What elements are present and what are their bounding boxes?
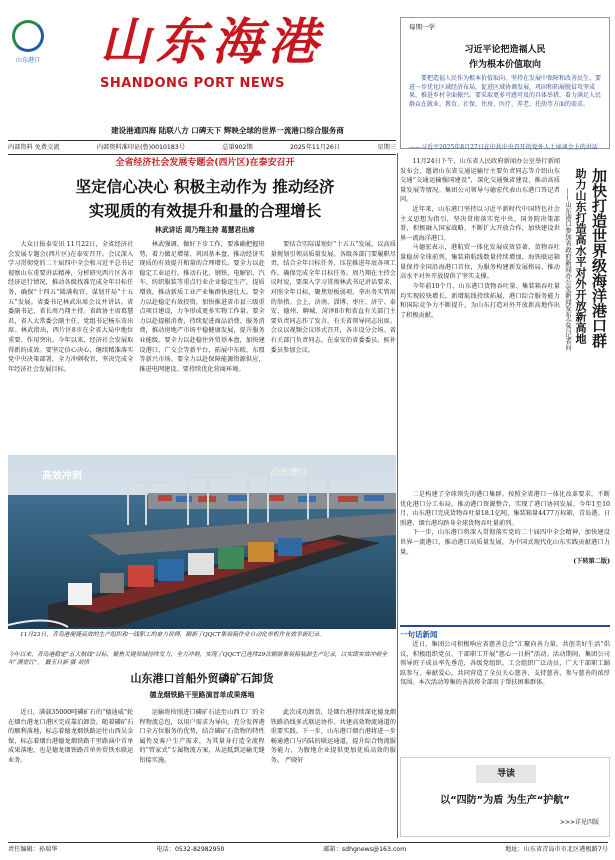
port-photo xyxy=(8,455,396,629)
sub-col-1: 近日，满载35000吨磷矿石的“德迪威”轮在烟台港龙口港区完成靠泊卸货。随着磷矿石的顺利落地，标志着德龙烟铁路运往山西吴金保，标志着烟台港德龙烟铁路干里路演中首单成果落地，也是德龙烟铁路首单外贸铁水联运业务。 xyxy=(8,709,134,765)
lead-col-3: 要结合实际谋划好“十五五”发展，以高质量规划引领高质量发展。各级各部门要履职尽责，结合全年目标任务，压茬推进年底各项工作，确保完成全年目标任务。周乃翔在主持会议时说，要深入学习贯彻林武书记讲话要求，对照全年目标，聚焦短板弱项，拿出务实管用的举措。会上，济南、淄博、枣庄、济宁、泰安、德州、聊城、菏泽8市和省直有关部门主要负责同志作了发言。有关省领导同志出席。会议以视频会议形式召开，各市设分会场。省有关部门负责同志，在泰安的省委委员、候补委员参加会议。 xyxy=(270,241,396,354)
slogan: 建设港通四海 陆联八方 口碑天下 辉映全球的世界一流港口综合服务商 xyxy=(111,126,344,135)
weekly-source: ——习近平2025年8月27日在中共中央召开的党外人士座谈会上的讲话 xyxy=(409,144,598,151)
sub-headline: 山东港口首船外贸磷矿石卸货 xyxy=(130,672,274,685)
logo-icon xyxy=(12,20,44,52)
issue-reg: 内部资料准印证(鲁)0010183号 xyxy=(96,144,185,151)
issue-weekday: 星期三 xyxy=(377,144,396,151)
feature-vertical-title xyxy=(560,168,610,488)
weekly-tag: 每期一学 xyxy=(409,23,435,31)
sub-col-3: 此次成功卸货，是烟台港持续深化德龙烟铁路沿线多式联运协作、共建高效物流通道的重要实践。下一步，山东港口烟台港将进一步畅通港口与内陆的联运通道，提升综合物流服务能力，为腹地企业提供更加优质高效的服务。 严晓轩 xyxy=(270,709,396,765)
sub-col-2: 运输将按照进口磷矿石运至山西工厂的全程物流总包，以用户需求为导向，充分发挥港口全方位服务的优势，结合磷矿石货物的特性属性及客户生产需求，为其量身打造全流程的“管家式”专属物流方案，从运抵到运输无缝衔接实施。 xyxy=(139,709,265,765)
issue-date: 2025年11月26日 xyxy=(290,144,341,151)
feature-para: 二是构建了全球领先的港口集群。按照全省港口一体化改革要求，不断优化港口分工布局，推动港口资源整合，实现了港口协同发展。今年1至10月，山东港口完成货物吞吐量18.1亿吨，集装箱量4477万标箱，青岛港、日照港、烟台港均跻身全球货物吞吐量前列。 xyxy=(400,491,610,527)
lead-headline-line1: 坚定信心决心 积极主动作为 推动经济 xyxy=(75,178,335,196)
weekly-title-line1: 习近平论把造福人民 xyxy=(464,45,546,55)
feature-para: 今年前10个月，山东港口货物吞吐量、集装箱吞吐量均实现较快增长，新增航线持续拓展，港口综合服务能力和国际竞争力不断提升，为山东打造对外开放新高地作出了积极贡献。 xyxy=(400,282,560,319)
feature-para: 马德宏表示，港航贸一体化发展成效显著，货物吞吐量稳居全球前列，集装箱航线数量持续增加，海铁联运箱量保持全国沿海港口首位，为服务构建新发展格局、推动高水平对外开放提供了坚实支撑。 xyxy=(400,244,560,281)
lead-body xyxy=(8,240,396,375)
logo xyxy=(8,18,48,76)
lead-headline xyxy=(20,175,390,223)
photo-caption: 11月23日，青岛港便捷高效的生产组织和一线职工的奋力拼搏，刷新了QQCT集装箱作业自动化单机作业效率新纪录。 xyxy=(20,632,326,638)
guide-more-link[interactable]: >>>详见四版 xyxy=(559,819,599,826)
masthead-title: 山东海港 xyxy=(100,12,324,71)
feature-title: 加快打造世界级海洋港口群 xyxy=(590,168,608,348)
guide-box xyxy=(400,757,610,837)
column-divider xyxy=(397,153,398,838)
masthead-title-en: SHANDONG PORT NEWS xyxy=(100,76,285,91)
weekly-title xyxy=(401,43,609,74)
footer-address: 地址：山东省青岛市市北区港极路7号 xyxy=(505,846,608,853)
lead-byline: 林武讲话 周乃翔主持 葛慧君出席 xyxy=(155,226,255,234)
footer-editor: 责任编辑：孙瑞华 xyxy=(8,846,58,853)
feature-body xyxy=(400,157,560,320)
photo-watermark: 山东港口 xyxy=(270,468,307,478)
feature-subtitle: ——山东港口参加省政府新闻办公室新闻发布会答记者问 xyxy=(564,188,572,351)
guide-tag: 导读 xyxy=(476,765,536,783)
feature-para: 近年来，山东港口坚持以习近平新时代中国特色社会主义思想为指引，坚决贯彻落实党中央、国务院决策部署，积极融入国家战略，不断扩大开放合作，加快建设世界一流海洋港口。 xyxy=(400,206,560,242)
lead-col-1: 大众日报泰安讯 11月22日，全省经济社会发展专题会(西片区)在泰安召开。会议深入学习贯彻党的二十届四中全会和习近平总书记视察山东重要讲话精神，分析研究西片区各市经济运行情况，推动各级找准完成全年目标任务，确保“十四五”圆满收官，谋划开局“十五五”发展。省委书记林武出席会议并讲话。省委副书记、省长周乃翔主持。省政协主席葛慧君，省人大常委会副主任、党组书记杨东奇出席。林武指出，西片区8市在全省大局中地位重要、作用突出。今年以来，经济社会发展取得新的成效。要坚定信心决心，继续精准落实党中央决策部署，全力冲刺收官，坚决完成全年经济社会发展目标。 xyxy=(8,241,134,373)
photo-caption-2: 今年以来，青岛港稳定“五大航线”目标，聚焦关键领域持续发力，全力冲刺，实现了QQCT已连续29次刷新集装箱装卸生产纪录，以实绩实效冲刺全年“满堂红”。 戴玉日新 摄 刘悟 xyxy=(8,652,387,667)
brief-news-body: 近日，集团公司积极响应省慈善总会“汇聚向善力量，共创美好生活”倡议，积极组织党员、干部职工开展“慈心一日捐”活动。活动期间，集团公司领导班子成员率先垂范，各级党组织、工会组织广泛动员，广大干部职工踊跃参与，奉献爱心，共同营造了全员关心慈善、支持慈善、参与慈善的浓厚氛围。本次活动筹集的善款将全部用于帮扶困难群体。 xyxy=(400,641,610,687)
sub-body xyxy=(8,708,396,766)
weekly-study-box xyxy=(400,17,610,149)
guide-title[interactable]: 以“四防”为盾 为生产“护航” xyxy=(440,795,570,806)
issue-line xyxy=(8,140,396,155)
logo-label: 山东港口 xyxy=(15,57,40,64)
feature-para: 11月24日下午，山东省人民政府新闻办公室举行新闻发布会，邀请山东省交通运输厅主要负责同志等介绍山东交通“交通运输强国建设”，深化交通强省建设，推动高质量发展等情况。集团公司领导与德宏代表山东港口答记者问。 xyxy=(400,158,560,204)
footer-email[interactable]: 邮箱：sdhgnews@163.com xyxy=(323,846,407,853)
brief-news-head: 一句话新闻 xyxy=(400,625,610,640)
photo-label: 高效冲刺 xyxy=(42,471,82,482)
issue-total: 总第902期 xyxy=(222,144,253,151)
continued-note: (下转第二版) xyxy=(573,558,610,566)
lead-kicker: 全省经济社会发展专题会(西片区)在泰安召开 xyxy=(115,158,295,168)
weekly-body: 要把造福人民作为根本价值取向，坚持在发展中保障和改善民生。要进一步优化区域经济布局，促进区域协调发展，巩固和拓展脱贫攻坚成果，推进乡村全面振兴。要采取更多可感可及的具体举措，着力满足人民群众在就业、教育、社保、住房、医疗、养老、托幼等方面的需求。 xyxy=(409,75,602,109)
lead-headline-line2: 实现质的有效提升和量的合理增长 xyxy=(88,202,322,221)
sub-kicker: 德龙烟铁路干里路演首单成果落地 xyxy=(149,690,255,699)
masthead xyxy=(100,12,390,92)
lead-col-2: 林武强调，做好下步工作，要准确把握形势，着力做足增量、巩固基本盘，推动经济实现质的有效提升和量的合理增长。要全力以赴稳定工业运行，推动石化、钢铁、电解铝、汽车、纺织服装等重点行业企业稳定生产，提质增效，推动新质工业产业集群快速壮大。要全力以赴稳定有效投资，加快推进省市县三级重点项目建设，力争形成更多实物工作量。要全力以赴提振消费，持续促进商品消费、服务消费，推动房地产市场平稳健康发展，提升服务业能级。要全力以赴稳住外贸基本盘，加快建设港口、广交会等新平台，拓展中东欧、东盟等新兴市场。要全力以赴保障能源资源供应，推进电网建设。要持续优化营商环境。 xyxy=(139,241,265,373)
weekly-title-line2: 作为根本价值取向 xyxy=(468,60,541,71)
feature-title-2: 助力山东打造高水平对外开放新高地 xyxy=(574,168,587,344)
issue-free: 内部资料 免费交流 xyxy=(8,144,60,151)
footer xyxy=(8,842,608,854)
feature-continued xyxy=(400,490,610,567)
footer-phone: 电话：0532-82982950 xyxy=(156,846,225,853)
feature-para: 下一步，山东港口将深入贯彻落实党的二十届四中全会精神，加快建设世界一流港口，推动港口高质量发展，为中国式现代化山东实践贡献港口力量。 xyxy=(400,529,610,556)
